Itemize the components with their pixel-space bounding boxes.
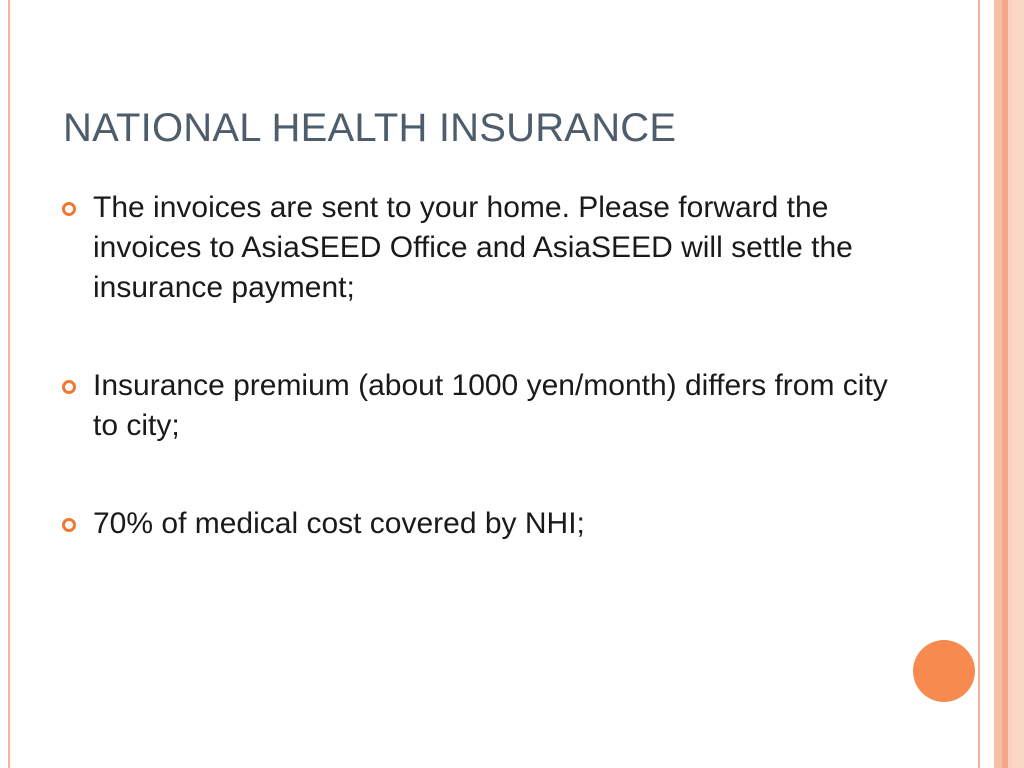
bullet-text: 70% of medical cost covered by NHI; (93, 507, 585, 540)
bullet-item (62, 366, 892, 446)
bullet-circle-icon (62, 202, 76, 216)
decorative-orange-circle (913, 640, 975, 702)
bullet-item (62, 188, 892, 308)
stripe (1012, 0, 1024, 768)
bullet-circle-icon (62, 380, 76, 394)
bullet-text: The invoices are sent to your home. Please forward the invoices to AsiaSEED Office and AsiaSEED will settle the insurance payment; (93, 191, 853, 304)
bullet-item (62, 504, 892, 544)
bullet-list (62, 188, 892, 544)
stripe (994, 0, 1002, 768)
bullet-circle-icon (62, 518, 76, 532)
right-decorative-stripes (978, 0, 1024, 768)
left-border-line (8, 0, 10, 768)
stripe (980, 0, 994, 768)
bullet-text: Insurance premium (about 1000 yen/month) differs from city to city; (93, 369, 888, 442)
slide-title: NATIONAL HEALTH INSURANCE (63, 106, 677, 150)
